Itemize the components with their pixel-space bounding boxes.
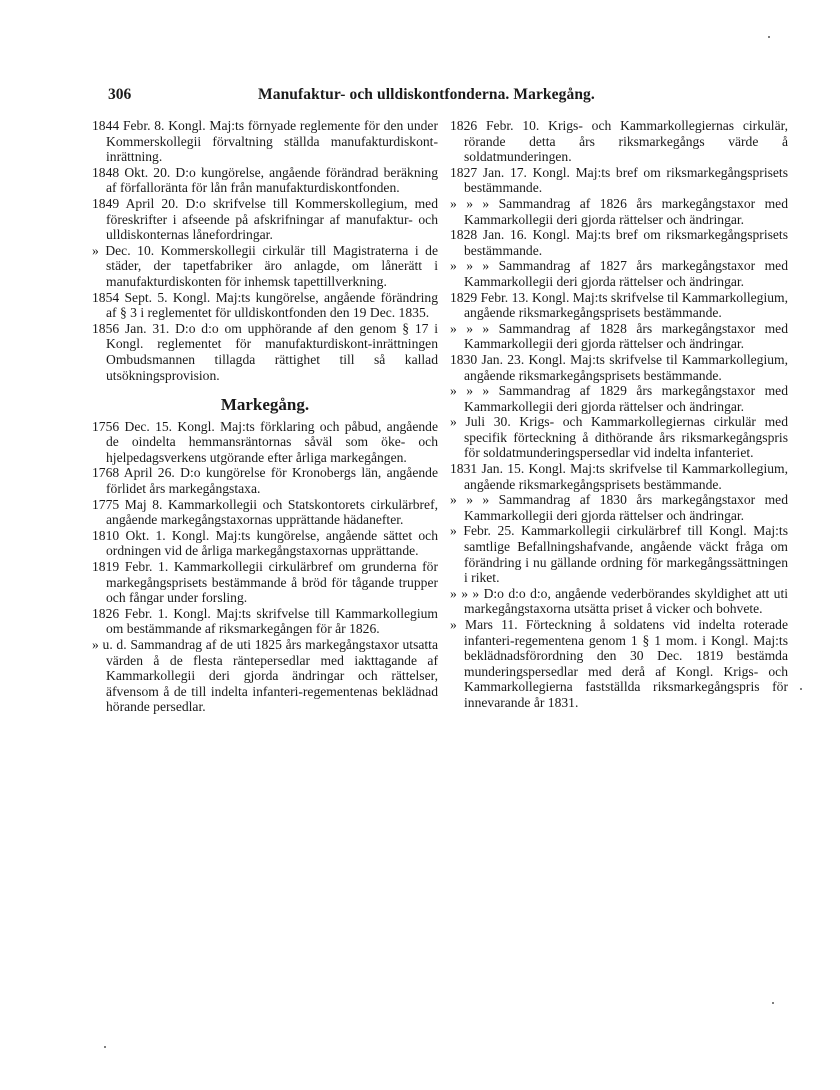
entry-1828-jan-16: 1828 Jan. 16. Kongl. Maj:ts bref om riksmarkegångsprisets bestämmande. bbox=[450, 227, 788, 258]
entry-1829-sammandrag: » » » Sammandrag af 1828 års markegångstaxor med Kammarkollegii deri gjorda rättelser och ändringar. bbox=[450, 320, 788, 352]
entry-1831-dodo: » » » D:o d:o d:o, angående vederbörandes skyldighet att uti markegångstaxorna utsätta priset å vicker och bohvete. bbox=[450, 585, 788, 617]
section-heading-markegang: Markegång. bbox=[220, 395, 310, 415]
entry-1844-febr-8: 1844 Febr. 8. Kongl. Maj:ts förnyade reglemente för den under Kommerskollegii förvaltning ställda manufakturdiskont-inrättning. bbox=[92, 118, 438, 165]
entry-1856-jan-31: 1856 Jan. 31. D:o d:o om upphörande af den genom § 17 i Kongl. reglementet för manufakturdiskont-inrättningen Ombudsmannen tillagda rättighet till så kallad utsökningsprovision. bbox=[92, 320, 438, 383]
entry-1854-sept-5: 1854 Sept. 5. Kongl. Maj:ts kungörelse, angående förändring af § 3 i reglementet för ulldiskontfonden den 19 Dec. 1835. bbox=[92, 289, 438, 321]
entry-1826-ud: » u. d. Sammandrag af de uti 1825 års markegångstaxor utsatta värden å de flesta räntepersedlar med iakttagande af Kammarkollegii deri gjorda ändringar och rättelser, äfvensom å de till indelta infanteri-regementenas beklädnad hörande persedlar. bbox=[92, 637, 438, 715]
entry-1830-jan-23: 1830 Jan. 23. Kongl. Maj:ts skrifvelse til Kammarkollegium, angående riksmarkegångsprisets bestämmande. bbox=[450, 351, 788, 383]
entry-1810-okt-1: 1810 Okt. 1. Kongl. Maj:ts kungörelse, angående sättet och ordningen vid de årliga markegångstaxornas upprättande. bbox=[92, 527, 438, 559]
entry-1826-febr-10: 1826 Febr. 10. Krigs- och Kammarkollegiernas cirkulär, rörande detta års riksmarkegångs värde å soldatmunderingen. bbox=[450, 118, 788, 165]
entry-1827-jan-17: 1827 Jan. 17. Kongl. Maj:ts bref om riksmarkegångsprisets bestämmande. bbox=[450, 164, 788, 196]
right-column bbox=[450, 118, 788, 711]
entry-1829-febr-13: 1829 Febr. 13. Kongl. Maj:ts skrifvelse til Kammarkollegium, angående riksmarkegångsprisets bestämmande. bbox=[450, 289, 788, 321]
page-header bbox=[108, 86, 618, 110]
entry-1830-sammandrag: » » » Sammandrag af 1829 års markegångstaxor med Kammarkollegii deri gjorda rättelser och ändringar. bbox=[450, 383, 788, 414]
paper-speck bbox=[104, 1046, 106, 1048]
entry-1830-juli-30: » Juli 30. Krigs- och Kammarkollegiernas cirkulär med specifik förteckning å dithörande års riksmarkegångspris för soldatmunderingspersedlar vid indelta infanteriet. bbox=[450, 414, 788, 461]
entry-1849-dec-10: » Dec. 10. Kommerskollegii cirkulär till Magistraterna i de städer, der tapetfabriker äro anlagde, om lånerätt i manufakturdiskonten för inhemsk tapettillverkning. bbox=[92, 242, 438, 289]
entry-1756-dec-15: 1756 Dec. 15. Kongl. Maj:ts förklaring och påbud, angående de oindelta hemmansräntornas såväl som öke- och hjelpedagsverkens utgörande efter årliga markegången. bbox=[92, 418, 438, 465]
entry-1775-maj-8: 1775 Maj 8. Kammarkollegii och Statskontorets cirkulärbref, angående markegångstaxornas upprättande hädanefter. bbox=[92, 496, 438, 528]
entry-1849-april-20: 1849 April 20. D:o skrifvelse till Kommerskollegium, med föreskrifter i afseende på afskrifningar af manufaktur- och ulldiskonternas lånefordringar. bbox=[92, 195, 438, 243]
entry-1831-jan-15: 1831 Jan. 15. Kongl. Maj:ts skrifvelse til Kammarkollegium, angående riksmarkegångsprisets bestämmande. bbox=[450, 461, 788, 492]
paper-speck bbox=[800, 688, 802, 690]
running-title: Manufaktur- och ulldiskontfonderna. Markegång. bbox=[258, 86, 595, 103]
left-column bbox=[92, 118, 438, 715]
entry-1827-sammandrag: » » » Sammandrag af 1826 års markegångstaxor med Kammarkollegii deri gjorda rättelser och ändringar. bbox=[450, 195, 788, 227]
entry-1831-febr-25: » Febr. 25. Kammarkollegii cirkulärbref till Kongl. Maj:ts samtlige Befallningshafvande, angående väckt fråga om förändring i nu gällande ordning för markegångssättningen i riket. bbox=[450, 523, 788, 586]
paper-speck bbox=[772, 1002, 774, 1004]
entry-1826-febr-1: 1826 Febr. 1. Kongl. Maj:ts skrifvelse till Kammarkollegium om bestämmande af riksmarkegången för år 1826. bbox=[92, 605, 438, 637]
paper-speck bbox=[768, 36, 770, 38]
entry-1828-sammandrag: » » » Sammandrag af 1827 års markegångstaxor med Kammarkollegii deri gjorda rättelser och ändringar. bbox=[450, 258, 788, 289]
entry-1848-okt-20: 1848 Okt. 20. D:o kungörelse, angående förändrad beräkning af förfalloränta för lån från manufakturdiskontfonden. bbox=[92, 164, 438, 196]
entry-1768-april-26: 1768 April 26. D:o kungörelse för Kronobergs län, angående förlidet års markegångstaxa. bbox=[92, 465, 438, 497]
entry-1831-mars-11: » Mars 11. Förteckning å soldatens vid indelta roterade infanteri-regementena genom 1 § 1 mom. i Kongl. Maj:ts beklädnadsförordning den 30 Dec. 1819 bestämda munderingspersedlar med derå af Kongl. Krigs- och Kammarkollegierna fastställda riksmarkegångspris för innevarande år 1831. bbox=[450, 617, 788, 710]
page-number: 306 bbox=[108, 86, 132, 103]
entry-1831-sammandrag: » » » Sammandrag af 1830 års markegångstaxor med Kammarkollegii deri gjorda rättelser och ändringar. bbox=[450, 492, 788, 523]
entry-1819-febr-1: 1819 Febr. 1. Kammarkollegii cirkulärbref om grunderna för markegångsprisets bestämmande å bröd för tågande trupper och fångar under forsling. bbox=[92, 559, 438, 606]
